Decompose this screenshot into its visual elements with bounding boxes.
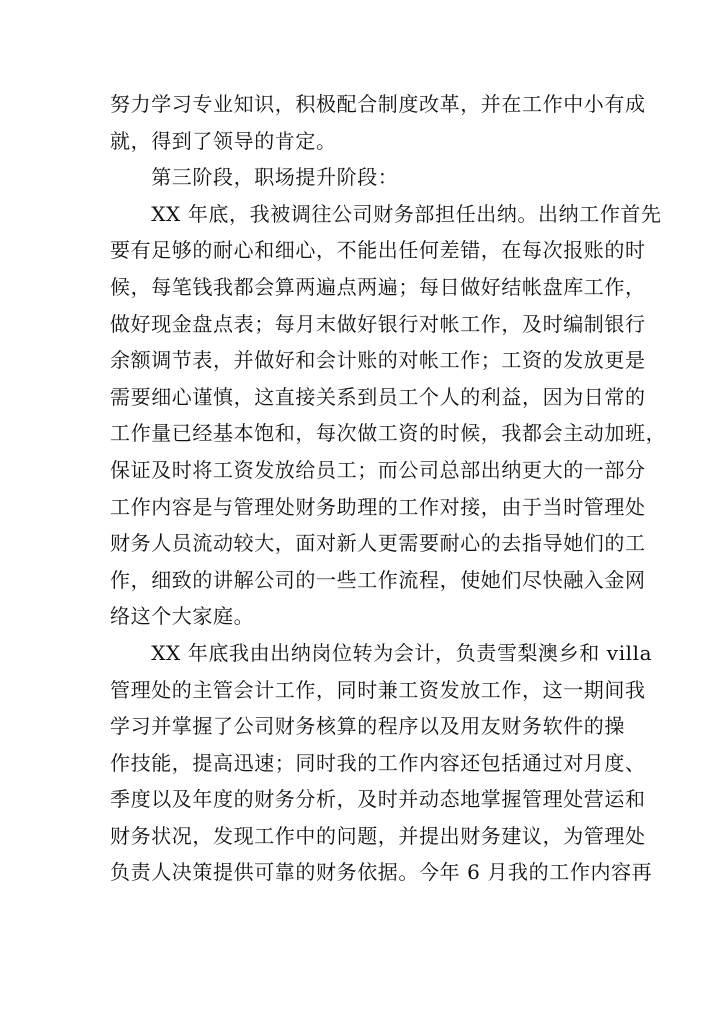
text-line: 工作量已经基本饱和，每次做工资的时候，我都会主动加班， — [110, 421, 667, 446]
text-line: 要有足够的耐心和细心，不能出任何差错，在每次报账的时 — [110, 238, 646, 263]
text-line: 季度以及年度的财务分析，及时并动态地掌握管理处营运和 — [110, 787, 646, 812]
text-line: 负责人决策提供可靠的财务依据。今年 6 月我的工作内容再 — [110, 860, 653, 885]
text-line: 工作内容是与管理处财务助理的工作对接，由于当时管理处 — [110, 494, 646, 519]
text-line: XX 年底，我被调往公司财务部担任出纳。出纳工作首先 — [110, 201, 662, 226]
body-text — [110, 86, 667, 891]
text-line: 努力学习专业知识，积极配合制度改革，并在工作中小有成 — [110, 92, 646, 116]
text-line: 财务状况，发现工作中的问题，并提出财务建议，为管理处 — [110, 823, 646, 848]
text-line: 候，每笔钱我都会算两遍点两遍；每日做好结帐盘库工作， — [110, 274, 646, 299]
text-line: 学习并掌握了公司财务核算的程序以及用友财务软件的操 — [110, 714, 625, 739]
text-line: 就，得到了领导的肯定。 — [110, 128, 337, 153]
text-line: 需要细心谨慎，这直接关系到员工个人的利益，因为日常的 — [110, 384, 646, 409]
text-line: 络这个大家庭。 — [110, 604, 255, 629]
section-heading: 第三阶段，职场提升阶段： — [110, 165, 399, 190]
text-line: 管理处的主管会计工作，同时兼工资发放工作，这一期间我 — [110, 677, 646, 702]
text-line: 作，细致的讲解公司的一些工作流程，使她们尽快融入金网 — [110, 567, 646, 592]
text-line: 作技能，提高迅速；同时我的工作内容还包括通过对月度、 — [110, 750, 646, 775]
text-line: 做好现金盘点表；每月末做好银行对帐工作，及时编制银行 — [110, 311, 646, 336]
text-line: 财务人员流动较大，面对新人更需要耐心的去指导她们的工 — [110, 531, 646, 556]
text-line: XX 年底我由出纳岗位转为会计，负责雪梨澳乡和 villa — [110, 640, 653, 665]
text-line: 保证及时将工资发放给员工；而公司总部出纳更大的一部分 — [110, 457, 646, 482]
text-line: 余额调节表，并做好和会计账的对帐工作；工资的发放更是 — [110, 348, 646, 373]
